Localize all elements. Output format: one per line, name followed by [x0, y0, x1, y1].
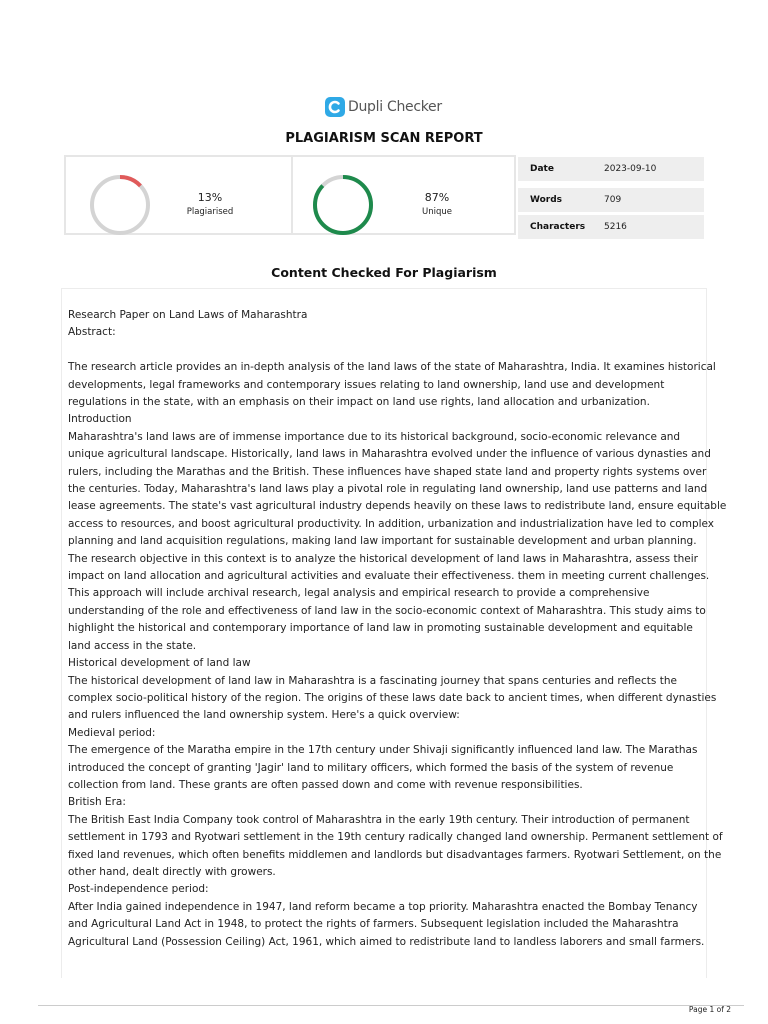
plagiarised-label: Plagiarised [186, 207, 234, 217]
content-line: The emergence of the Maratha empire in the 17th century under Shivaji significantly influenced land law. The Marathas [68, 744, 698, 757]
content-line: the centuries. Today, Maharashtra's land laws play a pivotal role in regulating land ownership, land use patterns and land [68, 483, 708, 496]
unique-percent: 87% [424, 191, 450, 204]
unique-label: Unique [422, 207, 452, 217]
plagiarised-stat [160, 191, 260, 217]
date-value: 2023-09-10 [604, 164, 657, 174]
content-line: introduced the concept of granting 'Jagir' land to military officers, which formed the basis of the system of revenue [68, 761, 674, 774]
summary-divider [291, 157, 293, 233]
content-line: The research article provides an in-depth analysis of the land laws of the state of Maharashtra, India. It examines historical [68, 361, 716, 374]
page-number: Page 1 of 2 [688, 1005, 731, 1014]
content-line: Research Paper on Land Laws of Maharashtra [68, 309, 308, 321]
content-line: rulers, including the Marathas and the British. These influences have shaped state land and property rights systems over [68, 465, 707, 478]
content-line: Abstract: [68, 326, 116, 339]
report-title: PLAGIARISM SCAN REPORT [285, 131, 483, 146]
content-line: lease agreements. The state's vast agricultural industry depends heavily on these laws to redistribute land, ensure equitable [68, 500, 727, 513]
content-line: After India gained independence in 1947, land reform became a top priority. Maharashtra enacted the Bombay Tenancy [68, 900, 698, 913]
characters-label: Characters [530, 222, 586, 232]
footer-divider [38, 1005, 744, 1006]
unique-stat [387, 191, 487, 217]
content-line: Medieval period: [68, 726, 156, 739]
content-line [68, 342, 704, 359]
content-line: planning and land acquisition regulations, making land law important for sustainable development and urban planning. [68, 535, 697, 548]
content-line: other hand, dealt directly with growers. [68, 865, 276, 878]
content-line: understanding of the role and effectiveness of land law in the socio-economic context of Maharashtra. This study aims to [68, 604, 706, 617]
content-line: The British East India Company took control of Maharashtra in the early 19th century. Their introduction of permanent [68, 813, 690, 826]
meta-row-date [518, 157, 704, 181]
checked-content [68, 307, 727, 951]
content-line: access to resources, and boost agricultural productivity. In addition, urbanization and industrialization have led to complex [68, 517, 715, 530]
content-line: fixed land revenues, which often benefits middlemen and landlords but disadvantages farmers. Ryotwari Settlement, on the [68, 848, 722, 861]
content-section-title: Content Checked For Plagiarism [271, 265, 497, 280]
meta-row-words [518, 188, 704, 212]
content-line: developments, legal frameworks and contemporary issues relating to land ownership, land use and development [68, 378, 665, 391]
content-line: land access in the state. [68, 639, 197, 652]
logo-icon [325, 97, 345, 117]
meta-row-characters [518, 215, 704, 239]
logo-text: Dupli Checker [348, 99, 442, 115]
date-label: Date [530, 164, 554, 174]
content-line: Historical development of land law [68, 657, 251, 670]
unique-gauge [311, 173, 375, 237]
scan-summary [64, 155, 516, 235]
content-line: This approach will include archival research, legal analysis and empirical research to provide a comprehensive [68, 587, 650, 600]
content-line: Agricultural Land (Possession Ceiling) Act, 1961, which aimed to redistribute land to landless laborers and small farmers. [68, 935, 705, 948]
report-meta [518, 155, 704, 235]
content-line: and rulers influenced the land ownership system. Here's a quick overview: [68, 709, 460, 722]
content-line: settlement in 1793 and Ryotwari settlement in the 19th century radically changed land ownership. Permanent settlement of [68, 831, 723, 844]
content-line: unique agricultural landscape. Historically, land laws in Maharashtra evolved under the influence of various dynasties and [68, 448, 711, 461]
content-line: Post-independence period: [68, 883, 209, 896]
words-value: 709 [604, 195, 622, 205]
content-line: British Era: [68, 796, 126, 809]
content-line: Introduction [68, 413, 132, 426]
plagiarised-percent: 13% [197, 191, 223, 204]
characters-value: 5216 [604, 222, 627, 232]
content-line: collection from land. These grants are often passed down and come with revenue responsibilities. [68, 778, 583, 791]
content-line: Maharashtra's land laws are of immense importance due to its historical background, socio-economic relevance and [68, 430, 681, 443]
content-line: highlight the historical and contemporary importance of land law in promoting sustainable development and equitable [68, 622, 693, 635]
content-line: impact on land allocation and agricultural activities and evaluate their effectiveness. them in meeting current challenges. [68, 570, 710, 583]
content-line: The research objective in this context is to analyze the historical development of land laws in Maharashtra, assess their [68, 552, 698, 565]
plagiarised-gauge [88, 173, 152, 237]
content-line: complex socio-political history of the region. The origins of these laws date back to ancient times, when different dynasties [68, 691, 717, 704]
content-line: The historical development of land law in Maharashtra is a fascinating journey that spans centuries and reflects the [68, 674, 677, 687]
words-label: Words [530, 195, 563, 205]
duplichecker-logo [325, 96, 442, 118]
content-line: regulations in the state, with an emphasis on their impact on land use rights, land allocation and urbanization. [68, 396, 650, 409]
content-line: and Agricultural Land Act in 1948, to protect the rights of farmers. Subsequent legislation included the Maharashtra [68, 918, 679, 931]
